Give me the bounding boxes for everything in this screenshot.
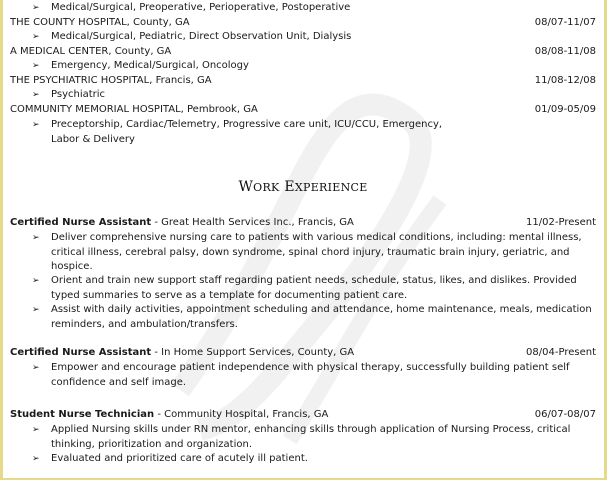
job-entry-0 [10,216,596,231]
education-entry-2 [10,45,596,60]
job-employer: - In Home Support Services, County, GA [151,347,355,358]
job-role: Certified Nurse Assistant [10,347,152,358]
arrow-bullet-icon: ➢ [32,276,40,286]
institution-name: COMMUNITY MEMORIAL HOSPITAL, Pembrook, GA [10,104,258,115]
job-role: Certified Nurse Assistant [10,217,152,228]
arrow-bullet-icon: ➢ [32,3,40,13]
job-entry-1 [10,346,596,361]
entry-dates: 08/07-11/07 [534,17,596,28]
job-1-bullet-0: ➢ Empower and encourage patient independence with physical therapy, successfully building patient self confidence and self image. [32,362,570,388]
job-role: Student Nurse Technician [10,409,155,420]
job-dates: 11/02-Present [526,217,596,228]
job-0-bullet-2: ➢ Assist with daily activities, appointment scheduling and attendance, home maintenance, meals, medication reminders, and ambulation/transfers. [32,304,592,330]
education-entry-3 [10,74,596,89]
job-0-bullet-1: ➢ Orient and train new support staff regarding patient needs, schedule, status, likes, and dislikes. Provided typed summaries to serve as a template for documenting patient care. [32,275,577,301]
institution-name: THE COUNTY HOSPITAL, County, GA [10,17,190,28]
education-4-bullet-0: ➢ Preceptorship, Cardiac/Telemetry, Progressive care unit, ICU/CCU, Emergency, Labor & Delivery [32,119,443,145]
arrow-bullet-icon: ➢ [32,363,40,373]
arrow-bullet-icon: ➢ [32,233,40,243]
institution-name: THE PSYCHIATRIC HOSPITAL, Francis, GA [10,75,212,86]
education-entry-1 [10,16,596,31]
job-2-bullet-1: ➢ Evaluated and prioritized care of acutely ill patient. [32,452,592,467]
job-employer: - Community Hospital, Francis, GA [154,409,329,420]
arrow-bullet-icon: ➢ [32,61,40,71]
job-employer: - Great Health Services Inc., Francis, GA [151,217,354,228]
job-entry-2 [10,408,596,423]
job-dates: 06/07-08/07 [534,409,596,420]
job-dates: 08/04-Present [526,347,596,358]
section-title-work-experience: WORK EXPERIENCE [238,179,368,195]
arrow-bullet-icon: ➢ [32,454,40,464]
education-entry-4 [10,103,596,118]
education-1-bullet-0: ➢ Medical/Surgical, Pediatric, Direct Observation Unit, Dialysis [32,30,592,45]
entry-dates: 08/08-11/08 [534,46,596,57]
arrow-bullet-icon: ➢ [32,120,40,130]
arrow-bullet-icon: ➢ [32,32,40,42]
job-0-bullet-0: ➢ Deliver comprehensive nursing care to patients with various medical conditions, including: mental illness, critical illness, cerebral palsy, down syndrome, spinal chord injury, traumatic brain injury, geriatric, and hospice. [32,232,582,272]
job-2-bullet-0: ➢ Applied Nursing skills under RN mentor, enhancing skills through application of Nursing Process, critical thinking, prioritization and organization. [32,424,571,450]
education-0-bullet-0: ➢ Medical/Surgical, Preoperative, Perioperative, Postoperative [32,1,592,16]
arrow-bullet-icon: ➢ [32,90,40,100]
education-2-bullet-0: ➢ Emergency, Medical/Surgical, Oncology [32,59,592,74]
entry-dates: 01/09-05/09 [534,104,596,115]
arrow-bullet-icon: ➢ [32,305,40,315]
arrow-bullet-icon: ➢ [32,425,40,435]
entry-dates: 11/08-12/08 [534,75,596,86]
education-3-bullet-0: ➢ Psychiatric [32,88,592,103]
institution-name: A MEDICAL CENTER, County, GA [10,46,172,57]
